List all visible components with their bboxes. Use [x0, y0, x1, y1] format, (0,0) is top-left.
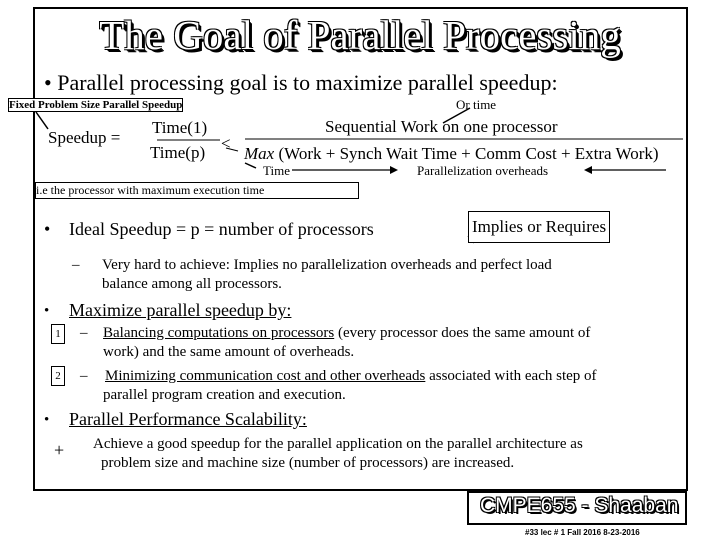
- parallelization-overheads-label: Parallelization overheads: [417, 163, 549, 178]
- slide-title: The Goal of Parallel Processing: [99, 12, 621, 58]
- max-word: Max: [244, 144, 275, 163]
- scalability-title: [69, 409, 307, 430]
- dash-marker: –: [80, 368, 88, 384]
- less-than-sign: <: [221, 134, 231, 153]
- number-marker-1: 1: [51, 324, 65, 344]
- max-terms: (Work + Synch Wait Time + Comm Cost + Extra Work): [278, 144, 659, 163]
- scalability-title-text: Parallel Performance Scalability:: [69, 409, 307, 429]
- ideal-speedup-text: Ideal Speedup = p = number of processors: [69, 219, 374, 239]
- number-marker-2: 2: [51, 366, 65, 386]
- achieve-line-1: Achieve a good speedup for the parallel application on the parallel architecture as: [93, 436, 583, 452]
- balance-underlined: Balancing computations on processors: [103, 325, 335, 341]
- implies-box: Implies or Requires: [468, 211, 610, 243]
- ie-note: i.e the processor with maximum execution time: [35, 182, 359, 199]
- dash-marker: –: [72, 257, 80, 273]
- ideal-bullet: •: [44, 219, 51, 239]
- main-bullet: • Parallel processing goal is to maximize parallel speedup:: [44, 70, 558, 95]
- balance-line-1: [103, 325, 590, 342]
- minimize-underlined: Minimizing communication cost and other overheads: [105, 368, 426, 384]
- plus-marker: +: [54, 440, 65, 460]
- fixed-problem-label: Fixed Problem Size Parallel Speedup: [9, 99, 183, 111]
- maximize-title-text: Maximize parallel speedup by:: [69, 300, 292, 320]
- minimize-line-2: parallel program creation and execution.: [103, 387, 346, 403]
- dash-marker: –: [80, 325, 88, 341]
- footer-lecture-info: #33 lec # 1 Fall 2016 8-23-2016: [525, 528, 640, 537]
- maximize-title: [69, 300, 291, 321]
- or-time-label: Or time: [456, 97, 497, 112]
- minimize-line-1: [105, 368, 597, 385]
- sequential-work-text: Sequential Work on one processor: [325, 117, 558, 136]
- fraction-numerator: Time(1): [152, 118, 208, 137]
- achieve-line-2: problem size and machine size (number of processors) are increased.: [101, 455, 515, 471]
- scalability-bullet: •: [44, 412, 50, 428]
- footer-course-label: CMPE655 - Shaaban: [480, 494, 679, 517]
- fraction-denominator: Time(p): [150, 143, 206, 162]
- speedup-label: Speedup =: [48, 128, 121, 147]
- balance-line-2: work) and the same amount of overheads.: [103, 344, 355, 360]
- time-label: Time: [263, 163, 290, 178]
- max-expression: [244, 144, 659, 164]
- balance-rest: (every processor does the same amount of: [337, 325, 591, 341]
- very-hard-line-1: Very hard to achieve: Implies no parallelization overheads and perfect load: [102, 257, 552, 273]
- minimize-rest: associated with each step of: [429, 368, 597, 384]
- very-hard-line-2: balance among all processors.: [102, 276, 282, 292]
- maximize-bullet: •: [44, 303, 50, 319]
